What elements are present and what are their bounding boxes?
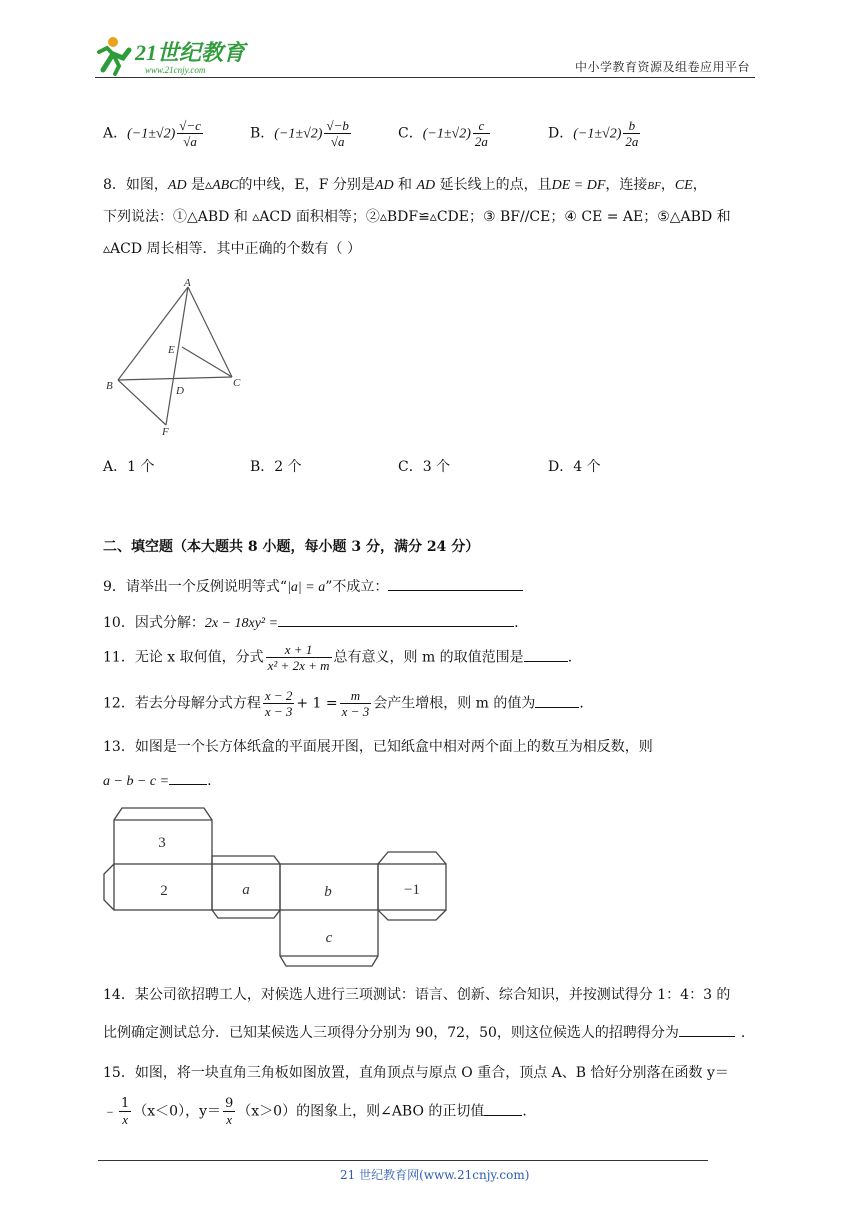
q7-option-d: D．(−1±√2) $\frac{b}{2a}$	[548, 118, 639, 149]
q13-box-net-figure	[100, 802, 452, 970]
label-a: A	[184, 277, 191, 289]
q10: 10．因式分解：2x − 18xy² = .	[103, 615, 519, 631]
q14-line1: 14．某公司欲招聘工人，对候选人进行三项测试：语言、创新、综合知识，并按测试得分 1：4：3 的	[103, 987, 731, 1003]
net-face-a: a	[242, 882, 250, 898]
site-logo	[95, 32, 265, 76]
net-face-b: b	[324, 884, 332, 900]
label-b: B	[106, 380, 113, 392]
q15-line2: ﹣ $\frac{1}{x}$ （x＜0），y＝ $\frac{9}{x}$ （x＞0）的图象上，则∠ABO 的正切值 .	[103, 1096, 527, 1127]
logo-title: 21世纪教育	[135, 40, 246, 65]
platform-name: 中小学教育资源及组卷应用平台	[575, 60, 751, 74]
net-face-c: c	[325, 930, 333, 946]
footer-divider	[98, 1160, 708, 1161]
q7-option-b: B．(−1±√2) $\frac{√-b}{√a}$	[250, 118, 349, 149]
q7-option-c: C．(−1±√2) $\frac{c}{2a}$	[398, 118, 488, 149]
q8-option-a: A．1 个	[103, 459, 155, 475]
q11: 11．无论 x 取何值，分式 $\frac{x + 1}{\text{x² + 2x + m}}$ 总有意义，则 m 的取值范围是 .	[103, 642, 573, 673]
q7-option-a: A．(−1±√2) $\frac{√-c}{√a}$	[103, 118, 201, 149]
label-d: D	[176, 385, 184, 397]
net-face-3: 3	[158, 835, 166, 851]
label-c: C	[233, 377, 241, 389]
net-face-2: 2	[160, 883, 168, 899]
q8-line1: 8．如图，AD 是▵ABC的中线，E，F 分别是AD 和 AD 延长线上的点，且DE = DF，连接BF，CE，	[103, 177, 707, 193]
q9-answer-blank[interactable]	[388, 590, 523, 591]
q14-answer-blank[interactable]	[679, 1036, 735, 1037]
q8-triangle-figure	[100, 275, 250, 440]
q8-option-b: B．2 个	[250, 459, 302, 475]
section-title: 二、填空题（本大题共 8 小题，每小题 3 分，满分 24 分）	[103, 539, 480, 555]
q12-answer-blank[interactable]	[535, 707, 579, 708]
q13-answer-blank[interactable]	[169, 784, 207, 785]
q8-option-c: C．3 个	[398, 459, 451, 475]
label-f: F	[162, 426, 169, 438]
q14-line2: 比例确定测试总分．已知某候选人三项得分分别为 90，72，50，则这位候选人的招聘得分为 .	[103, 1025, 746, 1041]
q8-option-d: D．4 个	[548, 459, 601, 475]
q12: 12．若去分母解分式方程 $\frac{x - 2}{x - 3}$ + 1 = $\frac{m}{x - 3}$ 会产生增根，则 m 的值为 .	[103, 688, 584, 719]
footer-text[interactable]: 21 世纪教育网(www.21cnjy.com)	[340, 1168, 530, 1182]
q11-answer-blank[interactable]	[524, 661, 568, 662]
runner-logo-icon	[95, 32, 265, 76]
header-divider	[95, 77, 755, 78]
logo-url: www.21cnjy.com	[145, 65, 206, 75]
q15-line1: 15．如图，将一块直角三角板如图放置，直角顶点与原点 O 重合，顶点 A、B 恰好分别落在函数 y＝	[103, 1065, 729, 1081]
q13-line1: 13．如图是一个长方体纸盒的平面展开图，已知纸盒中相对两个面上的数互为相反数，则	[103, 739, 653, 755]
q10-answer-blank[interactable]	[278, 626, 514, 627]
net-face-minus1: −1	[404, 882, 420, 898]
q13-line2: a − b − c = .	[103, 773, 212, 789]
label-e: E	[168, 344, 175, 356]
q8-line2: 下列说法：①△ABD 和 ▵ACD 面积相等；②▵BDF≌▵CDE；③ BF//CE；④ CE = AE；⑤△ABD 和	[103, 209, 731, 225]
q15-answer-blank[interactable]	[484, 1115, 522, 1116]
q8-line3: ▵ACD 周长相等．其中正确的个数有（ ）	[103, 241, 361, 257]
q9: 9．请举出一个反例说明等式“|a| = a”不成立：	[103, 578, 523, 597]
